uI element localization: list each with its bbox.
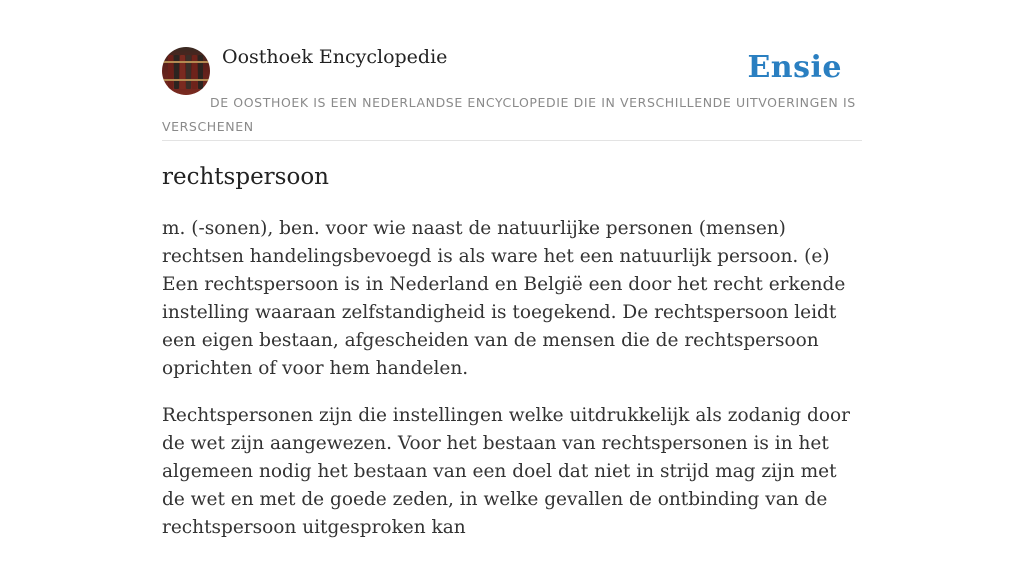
site-avatar[interactable] [162,47,210,95]
site-header [162,0,862,141]
article-body [162,215,862,561]
site-name-link[interactable]: Oosthoek Encyclopedie [222,46,448,68]
article-paragraph: m. (-sonen), ben. voor wie naast de natuurlijke personen (mensen) rechtsen handelingsbevoegd is als ware het een natuurlijk persoon. (e) Een rechtspersoon is in Nederland en België een door het recht erkende instelling waaraan zelfstandigheid is toegekend. De rechtspersoon leidt een eigen bestaan, afgescheiden van de mensen die de rechtspersoon oprichten of voor hem handelen. [162,218,846,379]
article-title: rechtspersoon [162,164,329,190]
article-paragraph: Rechtspersonen zijn die instellingen welke uitdrukkelijk als zodanig door de wet zijn aangewezen. Voor het bestaan van rechtspersonen is in het algemeen nodig het bestaan van een doel dat niet in strijd mag zijn met de wet en met de goede zeden, in welke gevallen de ontbinding van de rechtspersoon uitgesproken kan [162,405,850,538]
site-tagline: DE OOSTHOEK IS EEN NEDERLANDSE ENCYCLOPEDIE DIE IN VERSCHILLENDE UITVOERINGEN IS VERSCHENEN [162,95,856,134]
brand-logo[interactable]: Ensie [747,50,842,85]
page [162,0,862,538]
